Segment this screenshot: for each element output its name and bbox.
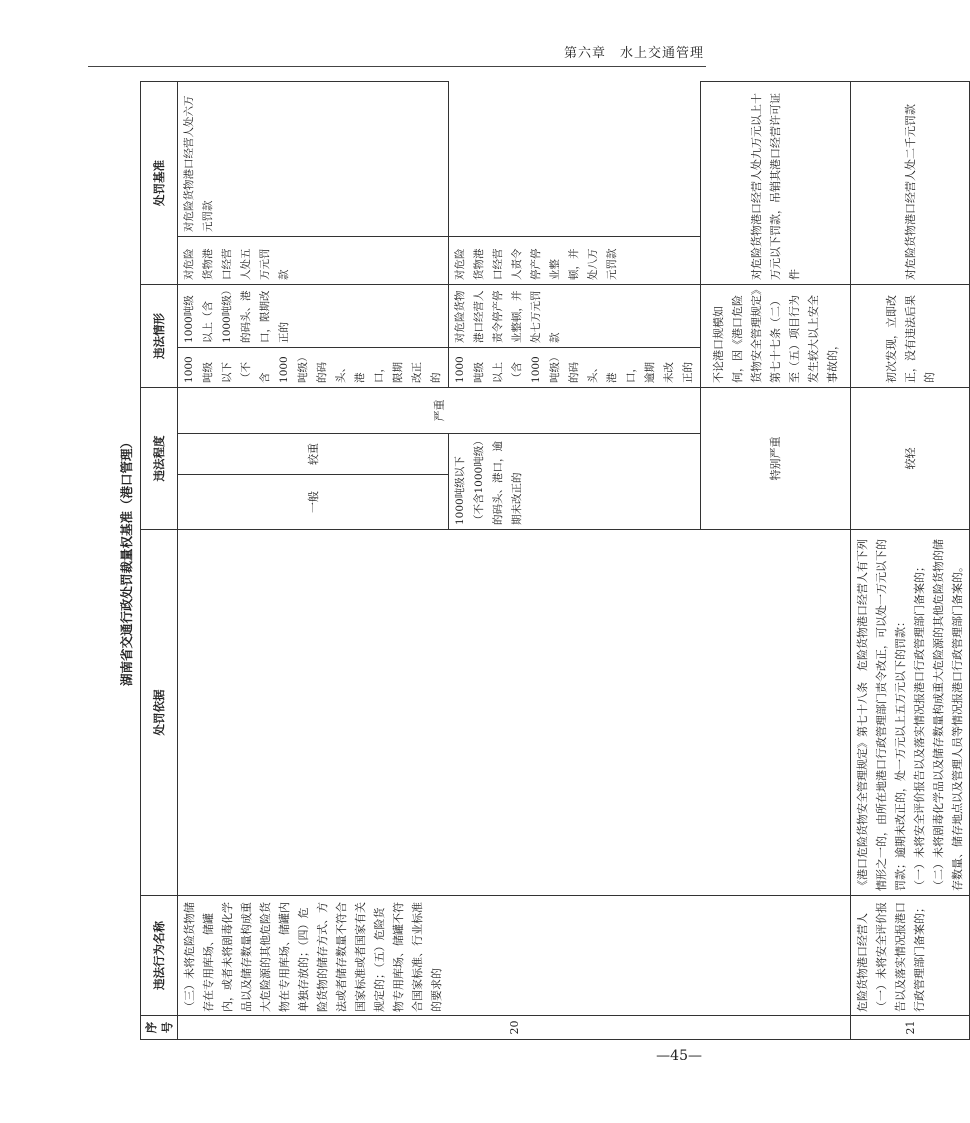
page-number: —45—: [656, 1048, 702, 1064]
degree-serious: 较重: [178, 434, 449, 475]
degree-severe: 严重: [178, 387, 701, 433]
penalty-minor: 对危险货物港口经营人处二千元罚款: [851, 81, 970, 284]
violation-name: （三）未将危险货物储存在专用库场、储罐内，或者未将剧毒化学品以及储存数量构成重大危险源的其他危险货物在专用库场、储罐内单独存放的；（四）危险货物的储存方式、方法或者储存数量不符合国家标准或者国家有关规定的；（五）危险货物专用库场、储罐不符合国家标准、行业标准的要求的: [178, 896, 851, 1016]
row-index: 20: [178, 1016, 851, 1040]
col-header-degree: 违法程度: [141, 387, 178, 529]
degree-general: 一般: [178, 475, 449, 530]
situation-extreme: 不论港口规模如何，因《港口危险货物安全管理规定》第七十七条（二）至（五）项目行为发生较大以上安全事故的，: [701, 284, 851, 387]
table-title: 湖南省交通行政处罚裁量权基准（港口管理）: [119, 436, 134, 687]
table-row: [178, 81, 449, 1039]
degree-extreme: 特别严重: [701, 387, 851, 529]
violation-name: 危险货物港口经营人（一）未将安全评价报告以及落实情况报港口行政管理部门备案的；: [851, 896, 970, 1016]
col-header-basis: 处罚依据: [141, 530, 178, 896]
col-header-situation: 违法情形: [141, 284, 178, 387]
penalty-table: [140, 81, 970, 1040]
penalty-serious: 对危险货物港口经营人处六万元罚款: [178, 81, 449, 236]
row-index: 21: [851, 1016, 970, 1040]
col-header-index: 序号: [141, 1016, 178, 1040]
penalty-basis: 《港口危险货物安全管理规定》第七十八条 危险货物港口经营人有下列情形之一的，由所在地港口行政管理部门责令改正，可以处一万元以下的罚款；逾期未改正的，处一万元以上五万元以下的罚款： （一）未将安全评价报告以及落实情况报港口行政管理部门备案的； （二）未将剧毒化学品以及储存数量构成重大危险源的其他危险货物的储存数量、储存地点以及管理人员等情况报港口行政管理部门备案的。: [851, 530, 970, 896]
situation-severe-small: 1000吨级以下（不含1000吨级）的码头、港口，逾期未改正的: [449, 434, 701, 530]
penalty-severe-small: 对危险货物港口经营人责令停产停业整顿，并处七万元罚款: [449, 284, 701, 347]
rotated-table-wrapper: [114, 82, 964, 1040]
header-row: [141, 81, 178, 1039]
penalty-severe-large: 对危险货物港口经营人责令停产停业整顿，并处八万元罚款: [449, 236, 701, 284]
degree-minor: 较轻: [851, 387, 970, 529]
col-header-standard: 处罚基准: [141, 81, 178, 284]
chapter-header: 第六章 水上交通管理: [563, 46, 704, 61]
header-rule: [88, 66, 706, 67]
situation-severe-large: 1000吨级以上（含1000吨级）的码头、港口，逾期未改正的: [449, 347, 701, 387]
rotated-content: [114, 82, 964, 1040]
situation-minor: 初次发现，立即改正，没有违法后果的: [851, 284, 970, 387]
situation-general: 1000吨级以下（不含1000吨级）的码头、港口，限期改正的: [178, 347, 449, 387]
penalty-general: 对危险货物港口经营人处五万元罚款: [178, 236, 449, 284]
situation-serious: 1000吨级以上（含1000吨级）的码头、港口，限期改正的: [178, 284, 449, 347]
penalty-basis: [178, 530, 851, 896]
penalty-extreme: 对危险货物港口经营人处九万元以上十万元以下罚款，吊销其港口经营许可证件: [701, 81, 851, 284]
table-row: [851, 81, 970, 1039]
col-header-name: 违法行为名称: [141, 896, 178, 1016]
